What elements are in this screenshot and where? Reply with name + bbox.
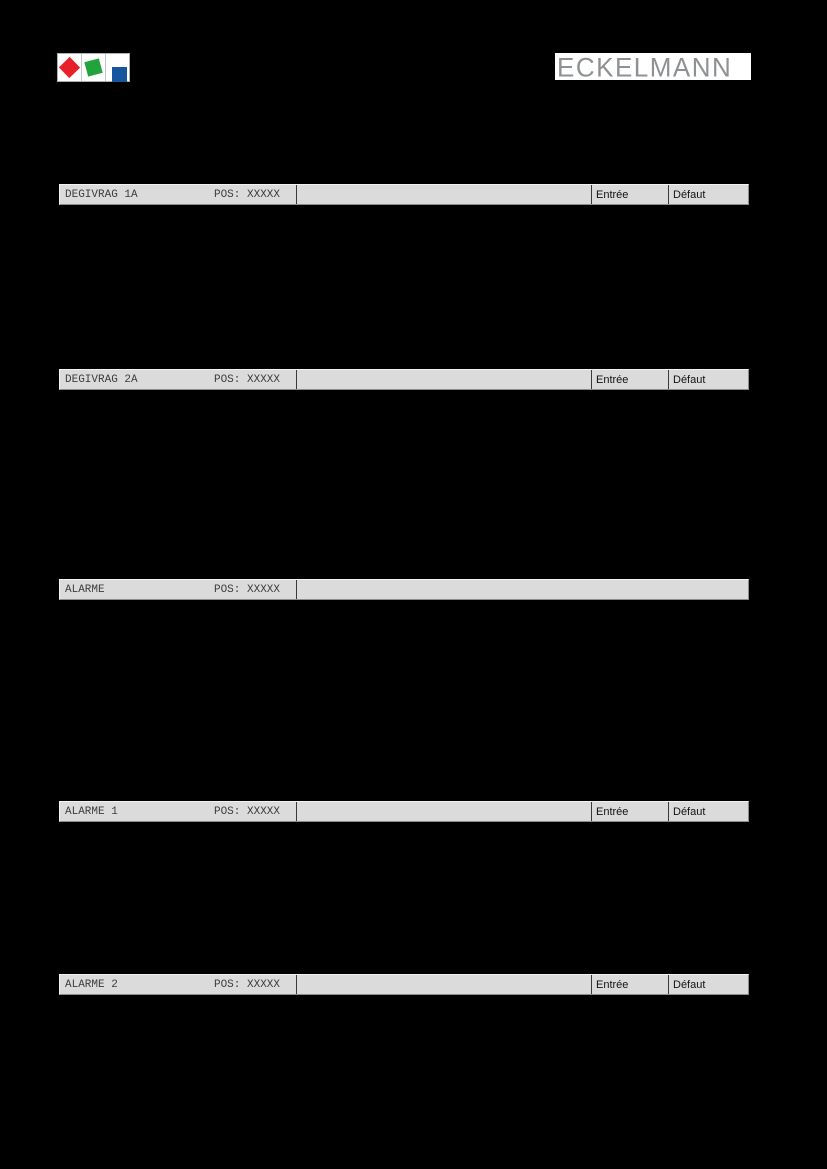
section-title-cell — [60, 370, 296, 389]
section-header-alarme-2 — [59, 974, 749, 995]
section-pos: POS: XXXXX — [213, 373, 280, 386]
eckelmann-logo-squares — [57, 53, 130, 82]
section-title: ALARME — [65, 583, 105, 596]
eckelmann-wordmark — [555, 53, 751, 80]
column-header-entree: Entrée — [591, 975, 668, 994]
section-title-cell — [60, 802, 296, 821]
section-title-cell — [60, 580, 296, 599]
logo-cell-green — [81, 54, 105, 81]
column-header-entree: Entrée — [591, 802, 668, 821]
section-title-cell — [60, 975, 296, 994]
section-header-alarme — [59, 579, 749, 600]
section-pos: POS: XXXXX — [213, 583, 280, 596]
section-header-degivrag-1a — [59, 184, 749, 205]
logo-cell-blue — [105, 54, 129, 81]
column-header-defaut: Défaut — [668, 185, 748, 204]
section-title: DEGIVRAG 2A — [65, 373, 138, 386]
section-spacer-cell — [296, 802, 591, 821]
section-spacer-cell — [296, 975, 591, 994]
section-pos: POS: XXXXX — [213, 805, 280, 818]
column-header-entree: Entrée — [591, 370, 668, 389]
column-header-defaut: Défaut — [668, 802, 748, 821]
section-header-degivrag-2a — [59, 369, 749, 390]
blue-square-icon — [112, 67, 127, 82]
section-title: ALARME 1 — [65, 805, 118, 818]
section-pos: POS: XXXXX — [213, 978, 280, 991]
wordmark-text: ECKELMANN — [557, 53, 733, 80]
logo-cell-red — [58, 54, 81, 81]
red-square-icon — [59, 57, 80, 78]
section-header-alarme-1 — [59, 801, 749, 822]
column-header-defaut: Défaut — [668, 975, 748, 994]
section-pos: POS: XXXXX — [213, 188, 280, 201]
section-spacer-cell — [296, 580, 748, 599]
section-title-cell — [60, 185, 296, 204]
section-spacer-cell — [296, 185, 591, 204]
column-header-defaut: Défaut — [668, 370, 748, 389]
green-square-icon — [84, 58, 102, 76]
section-title: DEGIVRAG 1A — [65, 188, 138, 201]
section-spacer-cell — [296, 370, 591, 389]
section-title: ALARME 2 — [65, 978, 118, 991]
column-header-entree: Entrée — [591, 185, 668, 204]
